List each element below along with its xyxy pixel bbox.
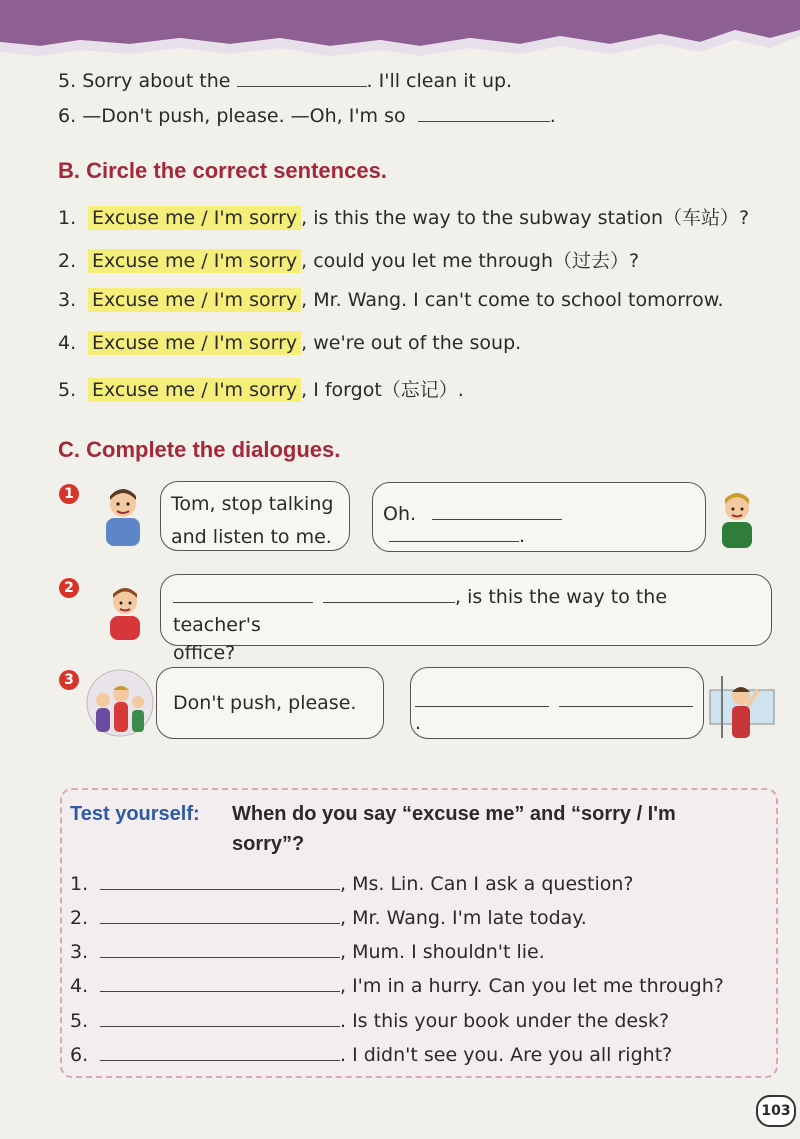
- test-item-num: 5.: [70, 1010, 89, 1032]
- crowd-scene-icon: [86, 668, 154, 738]
- a-item-5: [58, 70, 512, 92]
- dialogue-2-blank-1[interactable]: [173, 602, 313, 603]
- b-item-num: 4.: [58, 332, 77, 354]
- test-item-num: 3.: [70, 941, 89, 963]
- dialogue-3-reply-end: .: [415, 712, 422, 734]
- test-item-blank[interactable]: [100, 1026, 340, 1027]
- a-item-6-num: 6.: [58, 105, 77, 127]
- dialogue-2-speech-bubble: [160, 574, 772, 664]
- b-choice-highlight[interactable]: Excuse me / I'm sorry: [88, 206, 301, 230]
- test-item-text: , Mr. Wang. I'm late today.: [340, 907, 587, 929]
- teacher-figure-icon: [98, 484, 146, 546]
- test-item-3: [70, 941, 545, 963]
- dialogue-1-reply-end: .: [519, 525, 526, 547]
- b-item-3[interactable]: [58, 289, 724, 311]
- dialogue-2-number: 2: [59, 578, 79, 598]
- dialogue-1-reply-prefix: Oh.: [383, 503, 417, 525]
- test-item-text: , Mum. I shouldn't lie.: [340, 941, 545, 963]
- b-item-text: , Mr. Wang. I can't come to school tomorrow.: [301, 289, 724, 311]
- b-item-num: 3.: [58, 289, 77, 311]
- dialogue-1-number: 1: [59, 484, 79, 504]
- passenger-figure-icon: [708, 676, 776, 738]
- a-item-5-after: . I'll clean it up.: [366, 70, 513, 92]
- b-choice-highlight[interactable]: Excuse me / I'm sorry: [88, 249, 301, 273]
- test-question-line-2: sorry”?: [232, 833, 305, 855]
- section-b-heading: B. Circle the correct sentences.: [58, 158, 387, 183]
- a-item-5-before: Sorry about the: [82, 70, 231, 92]
- b-item-4[interactable]: [58, 332, 521, 354]
- b-item-num: 5.: [58, 379, 77, 401]
- test-item-text: . I didn't see you. Are you all right?: [340, 1044, 673, 1066]
- test-item-blank[interactable]: [100, 991, 340, 992]
- test-item-blank[interactable]: [100, 923, 340, 924]
- dialogue-1-blank-2[interactable]: [389, 541, 519, 542]
- b-item-text: , could you let me through（过去）?: [301, 250, 640, 272]
- test-item-6: [70, 1044, 672, 1066]
- test-item-text: . Is this your book under the desk?: [340, 1010, 670, 1032]
- a-item-6-blank[interactable]: [418, 121, 550, 122]
- b-item-num: 1.: [58, 207, 77, 229]
- test-item-5: [70, 1010, 669, 1032]
- test-item-num: 1.: [70, 873, 89, 895]
- dialogue-1-line-1: Tom, stop talking: [171, 493, 334, 515]
- dialogue-1-line-2: and listen to me.: [171, 526, 332, 548]
- test-item-2: [70, 907, 587, 929]
- b-item-5[interactable]: [58, 375, 464, 402]
- a-item-6-before: —Don't push, please. —Oh, I'm so: [82, 105, 406, 127]
- test-item-text: , Ms. Lin. Can I ask a question?: [340, 873, 634, 895]
- a-item-6-after: .: [549, 105, 556, 127]
- dialogue-2-line-1: [173, 583, 759, 639]
- b-item-num: 2.: [58, 250, 77, 272]
- test-item-1: [70, 873, 634, 895]
- test-item-blank[interactable]: [100, 957, 340, 958]
- dialogue-2-text: , is this the way to the teacher's: [173, 586, 668, 636]
- test-item-num: 4.: [70, 975, 89, 997]
- b-choice-highlight[interactable]: Excuse me / I'm sorry: [88, 331, 301, 355]
- test-item-blank[interactable]: [100, 889, 340, 890]
- test-yourself-box: [60, 788, 778, 1078]
- b-choice-highlight[interactable]: Excuse me / I'm sorry: [88, 288, 301, 312]
- dialogue-2-blank-2[interactable]: [323, 602, 455, 603]
- test-item-num: 2.: [70, 907, 89, 929]
- test-yourself-label: Test yourself:: [70, 803, 200, 825]
- section-c-heading: C. Complete the dialogues.: [58, 437, 341, 462]
- test-item-text: , I'm in a hurry. Can you let me through?: [340, 975, 724, 997]
- b-item-1[interactable]: [58, 203, 749, 230]
- student-figure-icon: [716, 490, 758, 548]
- boy-figure-icon: [104, 584, 146, 640]
- b-choice-highlight[interactable]: Excuse me / I'm sorry: [88, 378, 301, 402]
- a-item-5-blank[interactable]: [237, 86, 367, 87]
- dialogue-3-speech: Don't push, please.: [173, 692, 357, 714]
- dialogue-1-reply-bubble: [372, 482, 706, 552]
- b-item-text: , I forgot（忘记）.: [301, 379, 464, 401]
- dialogue-3-blank-1[interactable]: [415, 706, 549, 707]
- dialogue-3-number: 3: [59, 670, 79, 690]
- b-item-text: , is this the way to the subway station（车站）?: [301, 207, 750, 229]
- test-item-num: 6.: [70, 1044, 89, 1066]
- dialogue-1-speech-bubble: [160, 481, 350, 551]
- a-item-6: [58, 105, 556, 127]
- top-banner: [0, 0, 800, 62]
- dialogue-3-speech-bubble: [156, 667, 384, 739]
- dialogue-3-reply-bubble: [410, 667, 704, 739]
- page-number: 103: [756, 1095, 796, 1127]
- test-question-line-1: When do you say “excuse me” and “sorry / I'm: [232, 803, 676, 825]
- b-item-2[interactable]: [58, 246, 639, 273]
- a-item-5-num: 5.: [58, 70, 77, 92]
- b-item-text: , we're out of the soup.: [301, 332, 522, 354]
- dialogue-1-blank-1[interactable]: [432, 519, 562, 520]
- dialogue-3-blank-2[interactable]: [559, 706, 693, 707]
- test-item-blank[interactable]: [100, 1060, 340, 1061]
- dialogue-2-line-2: office?: [173, 642, 236, 664]
- test-item-4: [70, 975, 724, 997]
